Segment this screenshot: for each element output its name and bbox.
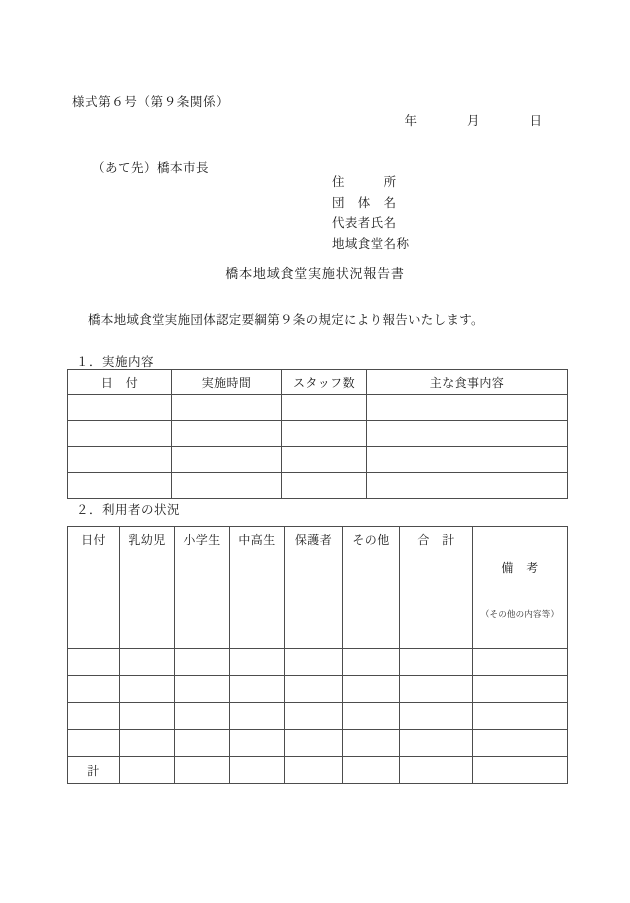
table-total-row (68, 757, 568, 784)
column-header-date: 日付 (68, 527, 120, 649)
cell-date[interactable] (68, 421, 172, 447)
column-header-secondary: 中高生 (230, 527, 285, 649)
column-header-meal-content: 主な食事内容 (367, 370, 568, 395)
date-line: 年 月 日 (404, 113, 542, 128)
cell-others-total[interactable] (343, 757, 400, 784)
cell-others[interactable] (343, 703, 400, 730)
cell-secondary[interactable] (230, 649, 285, 676)
cell-infants-total[interactable] (120, 757, 175, 784)
column-header-elementary: 小学生 (175, 527, 230, 649)
cell-secondary[interactable] (230, 703, 285, 730)
applicant-field-organization: 団 体 名 (332, 194, 397, 210)
table-header-row (68, 370, 568, 395)
implementation-table (67, 369, 568, 499)
cell-time[interactable] (172, 421, 282, 447)
cell-elementary[interactable] (175, 676, 230, 703)
addressee-line: （あて先）橋本市長 (92, 160, 210, 175)
cell-others[interactable] (343, 676, 400, 703)
cell-meal-content[interactable] (367, 421, 568, 447)
cell-guardians[interactable] (285, 730, 343, 757)
applicant-field-representative: 代表者氏名 (332, 215, 397, 230)
cell-date[interactable] (68, 676, 120, 703)
cell-meal-content[interactable] (367, 473, 568, 499)
cell-total[interactable] (400, 649, 473, 676)
table-row (68, 703, 568, 730)
cell-meal-content[interactable] (367, 395, 568, 421)
column-header-date: 日 付 (68, 370, 172, 395)
cell-elementary[interactable] (175, 730, 230, 757)
cell-elementary[interactable] (175, 703, 230, 730)
cell-total[interactable] (400, 730, 473, 757)
cell-guardians[interactable] (285, 676, 343, 703)
column-header-staff-count: スタッフ数 (282, 370, 367, 395)
cell-date[interactable] (68, 730, 120, 757)
cell-remarks-total[interactable] (473, 757, 568, 784)
cell-staff-count[interactable] (282, 421, 367, 447)
applicant-field-address: 住 所 (332, 174, 397, 189)
cell-others[interactable] (343, 649, 400, 676)
cell-total[interactable] (400, 703, 473, 730)
table-row (68, 395, 568, 421)
table-row (68, 730, 568, 757)
cell-time[interactable] (172, 447, 282, 473)
column-header-remarks-note: （その他の内容等） (480, 610, 560, 620)
cell-infants[interactable] (120, 703, 175, 730)
section-2-heading: ２．利用者の状況 (76, 502, 181, 517)
cell-time[interactable] (172, 395, 282, 421)
cell-date[interactable] (68, 473, 172, 499)
cell-meal-content[interactable] (367, 447, 568, 473)
applicant-fields (332, 172, 409, 254)
table-row (68, 421, 568, 447)
cell-time[interactable] (172, 473, 282, 499)
cell-guardians[interactable] (285, 649, 343, 676)
cell-remarks[interactable] (473, 730, 568, 757)
column-header-guardians: 保護者 (285, 527, 343, 649)
cell-guardians-total[interactable] (285, 757, 343, 784)
table-row (68, 473, 568, 499)
cell-date[interactable] (68, 395, 172, 421)
cell-elementary-total[interactable] (175, 757, 230, 784)
cell-date[interactable] (68, 649, 120, 676)
cell-staff-count[interactable] (282, 447, 367, 473)
column-header-remarks: 備 考 （その他の内容等） (473, 527, 568, 649)
cell-remarks[interactable] (473, 676, 568, 703)
table-row (68, 676, 568, 703)
form-number: 様式第６号（第９条関係） (72, 94, 230, 109)
cell-elementary[interactable] (175, 649, 230, 676)
users-table (67, 526, 568, 784)
cell-total-total[interactable] (400, 757, 473, 784)
cell-infants[interactable] (120, 676, 175, 703)
column-header-time: 実施時間 (172, 370, 282, 395)
cell-date[interactable] (68, 703, 120, 730)
table-row (68, 447, 568, 473)
cell-guardians[interactable] (285, 703, 343, 730)
cell-total[interactable] (400, 676, 473, 703)
cell-remarks[interactable] (473, 649, 568, 676)
column-header-others: その他 (343, 527, 400, 649)
column-header-total: 合 計 (400, 527, 473, 649)
column-header-infants: 乳幼児 (120, 527, 175, 649)
table-header-row (68, 527, 568, 649)
cell-remarks[interactable] (473, 703, 568, 730)
cell-infants[interactable] (120, 649, 175, 676)
cell-staff-count[interactable] (282, 395, 367, 421)
cell-others[interactable] (343, 730, 400, 757)
cell-secondary[interactable] (230, 730, 285, 757)
row-header-total: 計 (68, 757, 120, 784)
page-title: 橋本地域食堂実施状況報告書 (225, 267, 405, 282)
cell-secondary-total[interactable] (230, 757, 285, 784)
cell-infants[interactable] (120, 730, 175, 757)
section-1-heading: １．実施内容 (76, 354, 155, 369)
table-row (68, 649, 568, 676)
cell-secondary[interactable] (230, 676, 285, 703)
lead-paragraph: 橋本地域食堂実施団体認定要綱第９条の規定により報告いたします。 (88, 312, 484, 327)
cell-staff-count[interactable] (282, 473, 367, 499)
applicant-field-kitchen-name: 地域食堂名称 (332, 235, 410, 251)
cell-date[interactable] (68, 447, 172, 473)
